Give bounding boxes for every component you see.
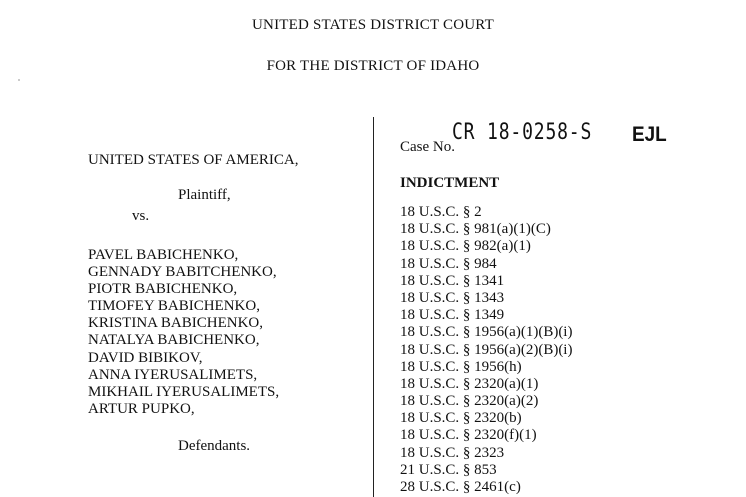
defendant-name: ANNA IYERUSALIMETS, xyxy=(88,366,258,383)
statute-citation: 28 U.S.C. § 2461(c) xyxy=(400,479,521,495)
statute-citation: 18 U.S.C. § 982(a)(1) xyxy=(400,238,531,255)
statute-citation: 18 U.S.C. § 2320(f)(1) xyxy=(400,427,537,444)
statute-citation: 18 U.S.C. § 1956(h) xyxy=(400,358,522,375)
statute-citation: 18 U.S.C. § 2320(b) xyxy=(400,410,522,427)
defendant-name: ARTUR PUPKO, xyxy=(88,400,195,417)
court-title: UNITED STATES DISTRICT COURT xyxy=(252,17,494,33)
statute-citation: 18 U.S.C. § 1349 xyxy=(400,307,505,324)
statute-citation: 18 U.S.C. § 1341 xyxy=(400,272,505,289)
statute-citation: 18 U.S.C. § 984 xyxy=(400,255,497,272)
defendant-name: DAVID BIBIKOV, xyxy=(88,349,203,366)
defendant-name: TIMOFEY BABICHENKO, xyxy=(88,298,260,315)
court-district: FOR THE DISTRICT OF IDAHO xyxy=(266,58,480,74)
defendant-name: GENNADY BABITCHENKO, xyxy=(88,264,277,281)
scan-speck xyxy=(18,79,20,81)
defendant-name: KRISTINA BABICHENKO, xyxy=(88,315,264,332)
plaintiff-name: UNITED STATES OF AMERICA, xyxy=(88,152,299,168)
statute-citation: 21 U.S.C. § 853 xyxy=(400,461,497,478)
statute-citation: 18 U.S.C. § 1956(a)(2)(B)(i) xyxy=(400,341,573,358)
caption-divider xyxy=(373,117,374,497)
defendants-list xyxy=(88,247,279,418)
statute-citation: 18 U.S.C. § 1343 xyxy=(400,289,505,306)
judge-initials: EJL xyxy=(632,123,667,146)
defendants-role: Defendants. xyxy=(178,438,251,454)
statute-citation: 18 U.S.C. § 1956(a)(1)(B)(i) xyxy=(400,324,573,341)
defendant-name: MIKHAIL IYERUSALIMETS, xyxy=(88,383,280,400)
statute-citation: 18 U.S.C. § 2 xyxy=(400,204,482,220)
defendant-name: PAVEL BABICHENKO, xyxy=(88,247,239,263)
statute-citation: 18 U.S.C. § 981(a)(1)(C) xyxy=(400,221,551,238)
statute-citation: 18 U.S.C. § 2320(a)(1) xyxy=(400,375,539,392)
versus-label: vs. xyxy=(132,208,150,224)
case-number-label: Case No. xyxy=(400,139,455,155)
case-number: CR 18-0258-S xyxy=(452,120,593,145)
statute-list xyxy=(400,204,572,496)
statute-citation: 18 U.S.C. § 2320(a)(2) xyxy=(400,393,539,410)
statute-citation: 18 U.S.C. § 2323 xyxy=(400,444,505,461)
document-title: INDICTMENT xyxy=(400,175,500,191)
plaintiff-role: Plaintiff, xyxy=(178,187,231,203)
defendant-name: PIOTR BABICHENKO, xyxy=(88,281,238,298)
defendant-name: NATALYA BABICHENKO, xyxy=(88,332,260,349)
